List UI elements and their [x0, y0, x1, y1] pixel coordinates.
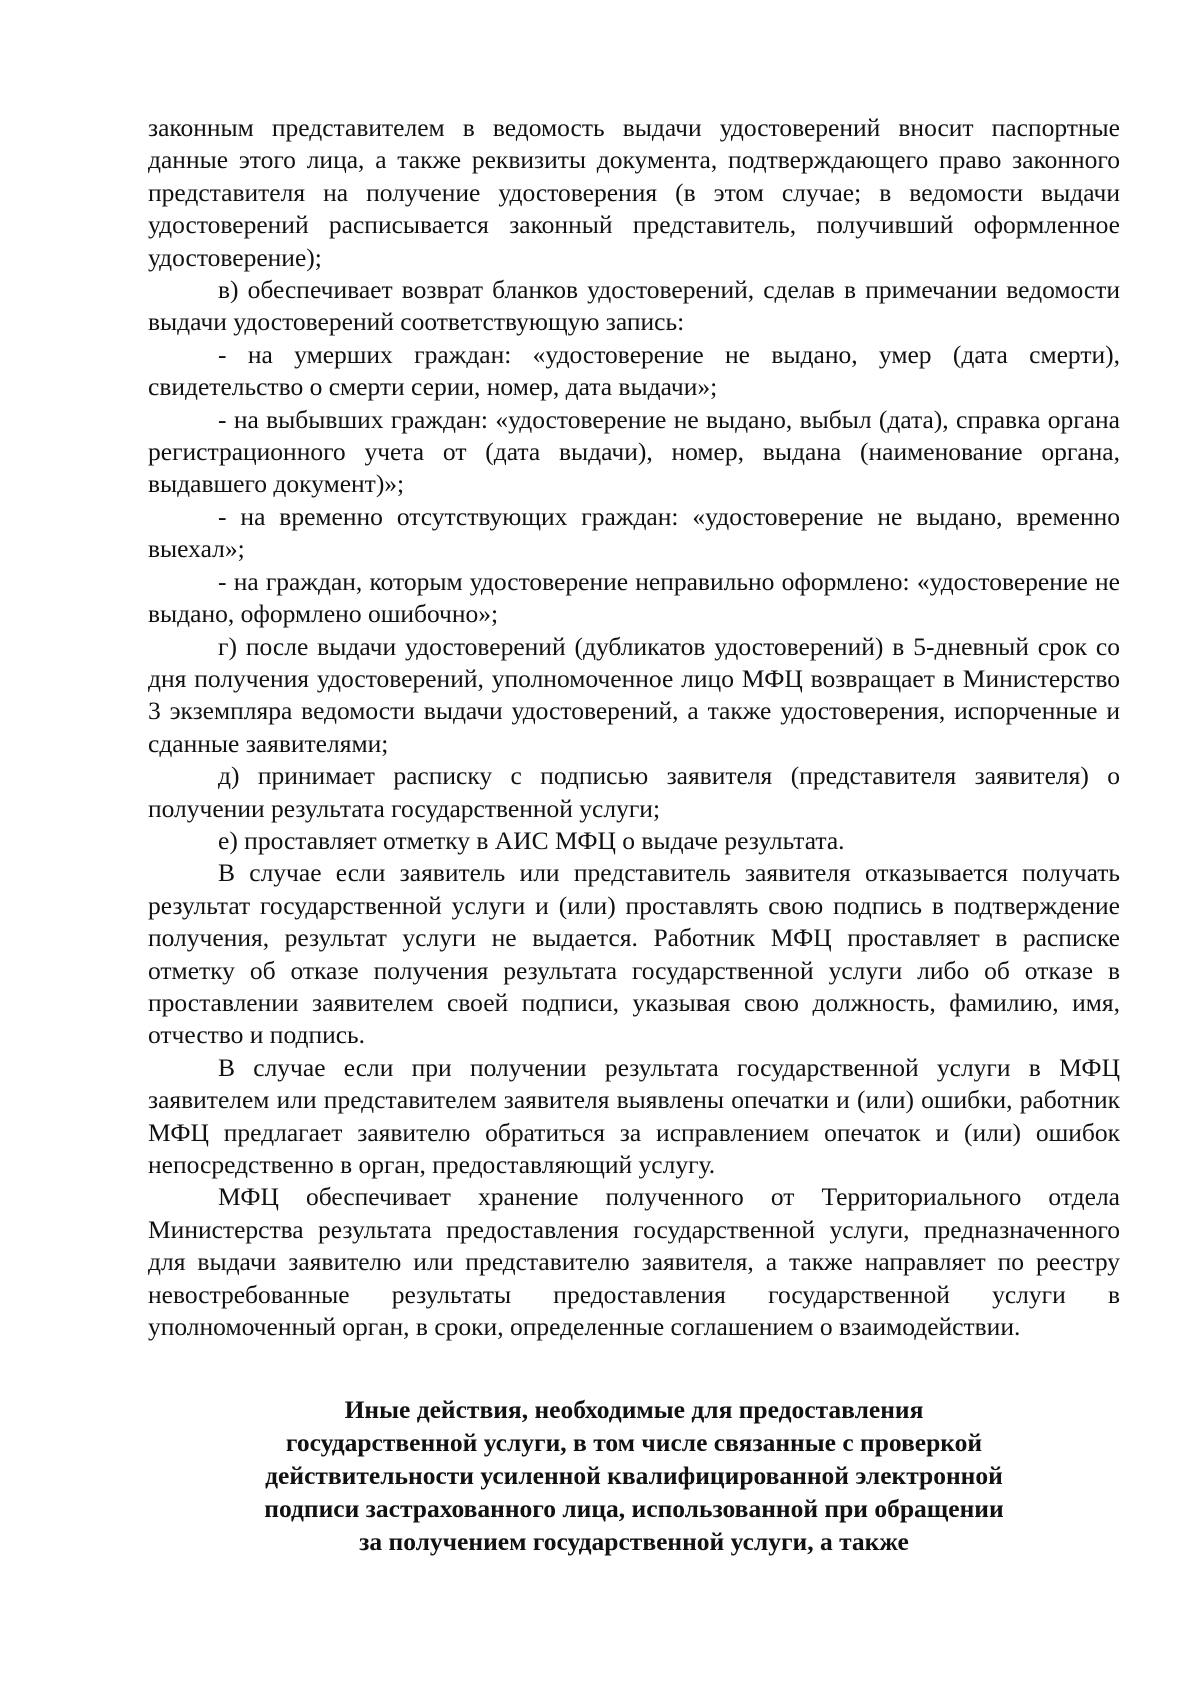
paragraph-item-e-ais-mark: е) проставляет отметку в АИС МФЦ о выдаче результата. [218, 825, 845, 855]
paragraph-deceased-citizens: - на умерших граждан: «удостоверение не выдано, умер (дата смерти), свидетельство о смерти серии, номер, дата выдачи»; [148, 339, 1120, 402]
paragraph-incorrectly-issued: - на граждан, которым удостоверение неправильно оформлено: «удостоверение не выдано, оформлено ошибочно»; [148, 566, 1120, 629]
paragraph-typos-case: В случае если при получении результата государственной услуги в МФЦ заявителем или представителем заявителя выявлены опечатки и (или) ошибки, работник МФЦ предлагает заявителю обратиться за исправлением опечаток и (или) ошибок непосредственно в орган, предоставляющий услугу. [148, 1052, 1120, 1179]
heading-line: государственной услуги, в том числе связанные с проверкой [285, 1428, 983, 1458]
heading-line: Иные действия, необходимые для предоставления [344, 1395, 924, 1425]
paragraph-temporarily-absent: - на временно отсутствующих граждан: «удостоверение не выдано, временно выехал»; [148, 501, 1120, 564]
section-heading [148, 1393, 1120, 1558]
paragraph-item-v-return-blanks: в) обеспечивает возврат бланков удостоверений, сделав в примечании ведомости выдачи удостоверений соответствующую запись: [148, 275, 1120, 337]
heading-line: за получением государственной услуги, а также [359, 1527, 909, 1557]
heading-line: действительности усиленной квалифицированной электронной [265, 1461, 1003, 1491]
paragraph-item-g-return-to-ministry: г) после выдачи удостоверений (дубликатов удостоверений) в 5-дневный срок со дня получения удостоверений, уполномоченное лицо МФЦ возвращает в Министерство 3 экземпляра ведомости выдачи удостоверений, а также удостоверения, испорченные и сданные заявителями; [148, 631, 1120, 758]
paragraph-item-d-receipt: д) принимает расписку с подписью заявителя (представителя заявителя) о получении результата государственной услуги; [148, 761, 1120, 823]
paragraph-refusal-case: В случае если заявитель или представитель заявителя отказывается получать результат государственной услуги и (или) проставлять свою подпись в подтверждение получения, результат услуги не выдается. Работник МФЦ проставляет в расписке отметку об отказе получения результата государственной услуги либо об отказе в проставлении заявителем своей подписи, указывая свою должность, фамилию, имя, отчество и подпись. [148, 858, 1120, 1050]
paragraph-representative-passport: законным представителем в ведомость выдачи удостоверений вносит паспортные данные этого лица, а также реквизиты документа, подтверждающего право законного представителя на получение удостоверения (в этом случае; в ведомости выдачи удостоверений расписывается законный представитель, получивший оформленное удостоверение); [148, 113, 1120, 272]
paragraph-departed-citizens: - на выбывших граждан: «удостоверение не выдано, выбыл (дата), справка органа регистрационного учета от (дата выдачи), номер, выдана (наименование органа, выдавшего документ)»; [148, 404, 1120, 499]
paragraph-mfc-storage: МФЦ обеспечивает хранение полученного от Территориального отдела Министерства результата предоставления государственной услуги, предназначенного для выдачи заявителю или представителю заявителя, а также направляет по реестру невостребованные результаты предоставления государственной услуги в уполномоченный орган, в сроки, определенные соглашением о взаимодействии. [148, 1182, 1120, 1342]
heading-line: подписи застрахованного лица, использованной при обращении [264, 1494, 1004, 1524]
document-page [148, 112, 1120, 1558]
